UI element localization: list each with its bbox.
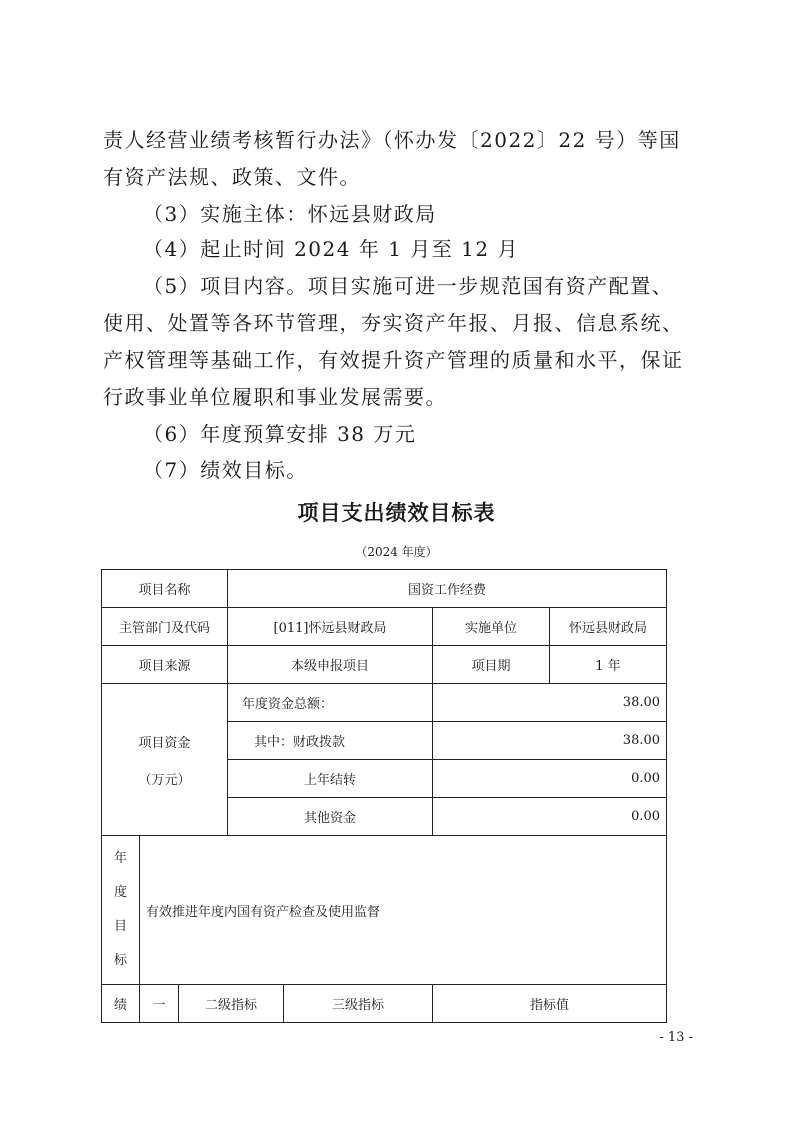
paragraph-line: 行政事业单位履职和事业发展需要。 [103, 385, 447, 409]
fund-item-label: 其他资金 [228, 798, 433, 836]
annual-goal-char: 度 [113, 885, 127, 900]
level2-label: 二级指标 [179, 985, 284, 1023]
period-value: 1 年 [550, 646, 667, 684]
paragraph-line: （5）项目内容。项目实施可进一步规范国有资产配置、 [143, 274, 674, 298]
performance-target-table [101, 569, 667, 1023]
impl-unit-value: 怀远县财政局 [550, 608, 667, 646]
annual-goal-text: 有效推进年度内国有资产检查及使用监督 [140, 836, 667, 985]
paragraph-line: （6）年度预算安排 38 万元 [143, 422, 417, 446]
annual-goal-label [102, 836, 140, 985]
paragraph-line: （4）起止时间 2024 年 1 月至 12 月 [143, 237, 519, 261]
table-row [102, 684, 667, 722]
annual-goal-char: 标 [113, 953, 127, 968]
paragraph-line: （7）绩效目标。 [143, 458, 308, 482]
level3-label: 三级指标 [284, 985, 433, 1023]
page-number: - 13 - [659, 1030, 693, 1045]
perf-label: 绩 [102, 985, 140, 1023]
fund-item-label: 年度资金总额： [228, 684, 433, 722]
paragraph-line: 责人经营业绩考核暂行办法》（怀办发〔2022〕22 号）等国 [103, 128, 681, 152]
project-name-value: 国资工作经费 [228, 570, 667, 608]
dept-label: 主管部门及代码 [102, 608, 228, 646]
paragraph-line: （3）实施主体：怀远县财政局 [143, 202, 437, 226]
source-value: 本级申报项目 [228, 646, 433, 684]
table-row [102, 836, 667, 985]
dept-value: [011]怀远县财政局 [228, 608, 433, 646]
table-row [102, 570, 667, 608]
paragraph-line: 产权管理等基础工作，有效提升资产管理的质量和水平，保证 [103, 348, 684, 372]
impl-unit-label: 实施单位 [433, 608, 550, 646]
funds-label-cell [102, 684, 228, 836]
paragraph-line: 使用、处置等各环节管理，夯实资产年报、月报、信息系统、 [103, 311, 684, 335]
project-name-label: 项目名称 [102, 570, 228, 608]
fund-item-value: 38.00 [433, 722, 667, 760]
table-row [102, 608, 667, 646]
fund-item-value: 0.00 [433, 760, 667, 798]
funds-unit: （万元） [138, 772, 191, 788]
fund-item-label: 其中：财政拨款 [228, 722, 433, 760]
fund-item-value: 0.00 [433, 798, 667, 836]
level1-label: 一 [140, 985, 179, 1023]
source-label: 项目来源 [102, 646, 228, 684]
table-title: 项目支出绩效目标表 [297, 501, 496, 525]
funds-label: 项目资金 [138, 735, 191, 751]
table-row [102, 985, 667, 1023]
paragraph-line: 有资产法规、政策、文件。 [103, 165, 361, 189]
fund-item-label: 上年结转 [228, 760, 433, 798]
table-row [102, 646, 667, 684]
annual-goal-char: 目 [113, 919, 127, 934]
fund-item-value: 38.00 [433, 684, 667, 722]
indicator-value-label: 指标值 [433, 985, 667, 1023]
period-label: 项目期 [433, 646, 550, 684]
annual-goal-char: 年 [113, 851, 127, 866]
table-subtitle: （2024 年度） [355, 545, 438, 559]
